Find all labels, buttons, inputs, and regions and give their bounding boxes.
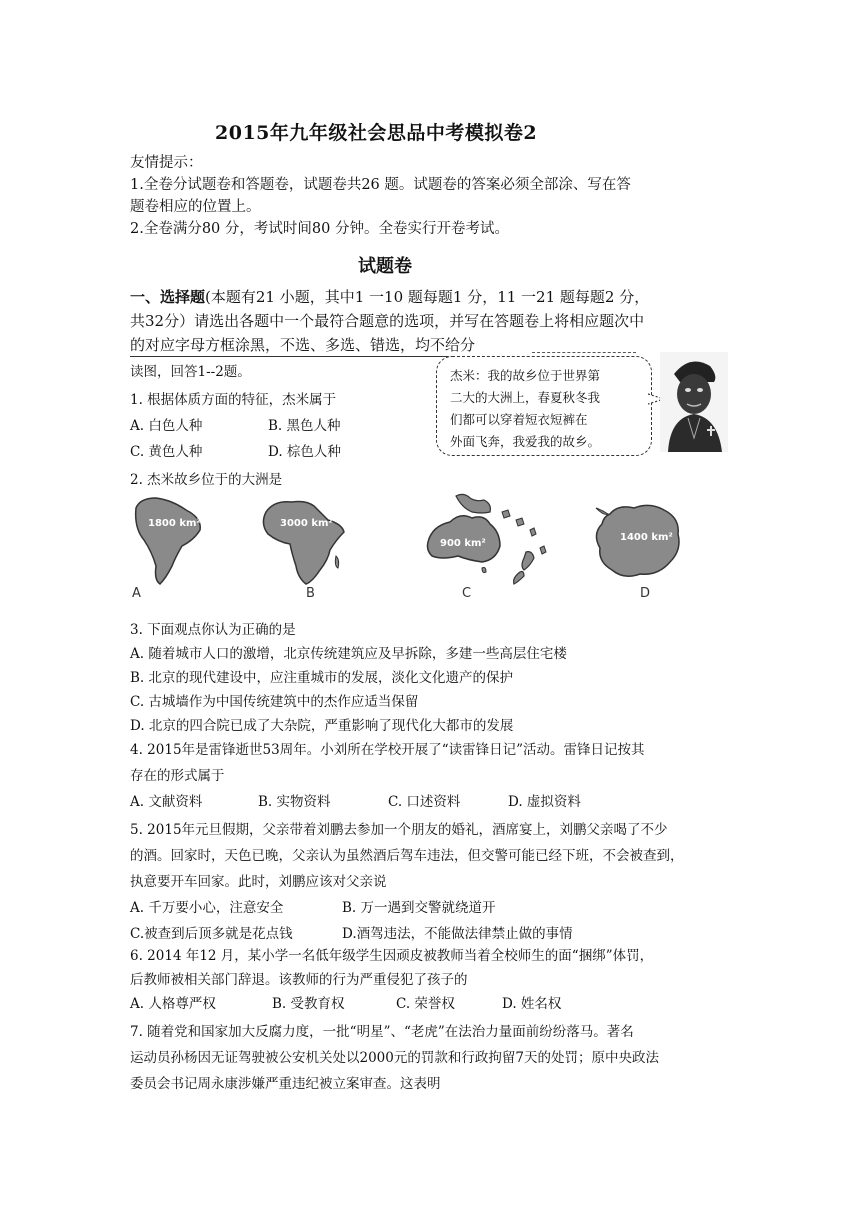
question-6-line-2: 后教师被相关部门辞退。该教师的行为严重侵犯了孩子的	[130, 972, 468, 988]
africa-map	[256, 494, 350, 588]
question-5-line-3: 执意要开车回家。此时，刘鹏应该对父亲说	[130, 874, 387, 890]
south-america-map	[130, 494, 206, 586]
question-2: 2. 杰米故乡位于的大洲是	[130, 472, 283, 488]
question-6-line-1: 6. 2014 年12 月，某小学一名低年级学生因顽皮被教师当着全校师生的面“捆绑”体罚，	[130, 948, 654, 964]
map-a-label: A	[132, 586, 141, 601]
bubble-line-1: 杰米：我的故乡位于世界第	[450, 368, 601, 383]
q3-option-a: A. 随着城市人口的激增，北京传统建筑应及早拆除，多建一些高层住宅楼	[130, 646, 567, 662]
question-7-line-3: 委员会书记周永康涉嫌严重违纪被立案审查。这表明	[130, 1076, 441, 1092]
bubble-line-2: 二大的大洲上，春夏秋冬我	[450, 390, 601, 405]
section-1-line-1	[130, 286, 649, 307]
reading-intro: 读图，回答1--2题。	[130, 364, 251, 380]
tips-label: 友情提示：	[130, 155, 203, 171]
map-c-label: C	[462, 586, 472, 601]
q1-option-a: A. 白色人种	[130, 418, 203, 434]
section-1-heading: 一、选择题	[130, 288, 206, 306]
question-3: 3. 下面观点你认为正确的是	[130, 622, 296, 638]
q3-option-b: B. 北京的现代建设中，应注重城市的发展，淡化文化遗产的保护	[130, 670, 514, 686]
q4-option-a: A. 文献资料	[130, 794, 203, 810]
tip-1-line-1: 1.全卷分试题卷和答题卷，试题卷共26 题。试题卷的答案必须全部涂、写在答	[130, 177, 631, 193]
q6-option-a: A. 人格尊严权	[130, 996, 216, 1012]
section-1-line-3: 的对应字母方框涂黑，不选、多选、错选，均不给分	[130, 334, 475, 357]
map-d-label: D	[640, 586, 651, 601]
tip-1-line-2: 题卷相应的位置上。	[130, 199, 261, 215]
q6-option-c: C. 荣誉权	[396, 996, 455, 1012]
dashed-rule	[532, 352, 636, 353]
question-1: 1. 根据体质方面的特征，杰米属于	[130, 392, 337, 408]
map-b-label: B	[306, 586, 315, 601]
section-1-rules: (本题有21 小题，其中1 一10 题每题1 分，11 一21 题每题2 分，	[205, 288, 650, 306]
q3-option-d: D. 北京的四合院已成了大杂院，严重影响了现代化大都市的发展	[130, 718, 514, 734]
tip-2: 2.全卷满分80 分，考试时间80 分钟。全卷实行开卷考试。	[130, 221, 509, 237]
question-5-line-2: 的酒。回家时，天色已晚，父亲认为虽然酒后驾车违法，但交警可能已经下班，不会被查到，	[130, 848, 684, 864]
q1-option-c: C. 黄色人种	[130, 444, 203, 460]
map-b-area: 3000 km²	[280, 518, 333, 529]
question-5-line-1: 5. 2015年元旦假期，父亲带着刘鹏去参加一个朋友的婚礼，酒席宴上，刘鹏父亲喝了不少	[130, 822, 668, 838]
page-title: 2015年九年级社会思品中考模拟卷2	[215, 122, 538, 144]
q1-option-d: D. 棕色人种	[268, 444, 341, 460]
map-c-area: 900 km²	[440, 538, 486, 549]
q5-option-c: C.被查到后顶多就是花点钱	[130, 926, 293, 942]
map-d-area: 1400 km²	[620, 532, 673, 543]
q4-option-d: D. 虚拟资料	[508, 794, 581, 810]
question-4-line-1: 4. 2015年是雷锋逝世53周年。小刘所在学校开展了“读雷锋日记”活动。雷锋日记按其	[130, 742, 645, 758]
bubble-line-4: 外面飞奔，我爱我的故乡。	[450, 434, 601, 449]
question-7-line-1: 7. 随着党和国家加大反腐力度，一批“明星”、“老虎”在法治力量面前纷纷落马。著名	[130, 1024, 634, 1040]
q5-option-b: B. 万一遇到交警就绕道开	[342, 900, 496, 916]
q1-option-b: B. 黑色人种	[268, 418, 341, 434]
map-a-area: 1800 km²	[148, 518, 201, 529]
section-subtitle: 试题卷	[358, 256, 412, 277]
q4-option-b: B. 实物资料	[258, 794, 331, 810]
question-4-line-2: 存在的形式属于	[130, 768, 225, 784]
jamie-portrait-image	[660, 352, 728, 452]
bubble-line-3: 们都可以穿着短衣短裤在	[450, 412, 588, 427]
q6-option-d: D. 姓名权	[502, 996, 562, 1012]
q5-option-a: A. 千万要小心，注意安全	[130, 900, 284, 916]
question-7-line-2: 运动员孙杨因无证驾驶被公安机关处以2000元的罚款和行政拘留7天的处罚；原中央政法	[130, 1050, 659, 1066]
q5-option-d: D.酒驾违法，不能做法律禁止做的事情	[342, 926, 573, 942]
q3-option-c: C. 古城墙作为中国传统建筑中的杰作应适当保留	[130, 694, 419, 710]
q6-option-b: B. 受教育权	[272, 996, 345, 1012]
section-1-line-2: 共32分）请选出各题中一个最符合题意的选项，并写在答题卷上将相应题次中	[130, 312, 645, 330]
q4-option-c: C. 口述资料	[388, 794, 461, 810]
